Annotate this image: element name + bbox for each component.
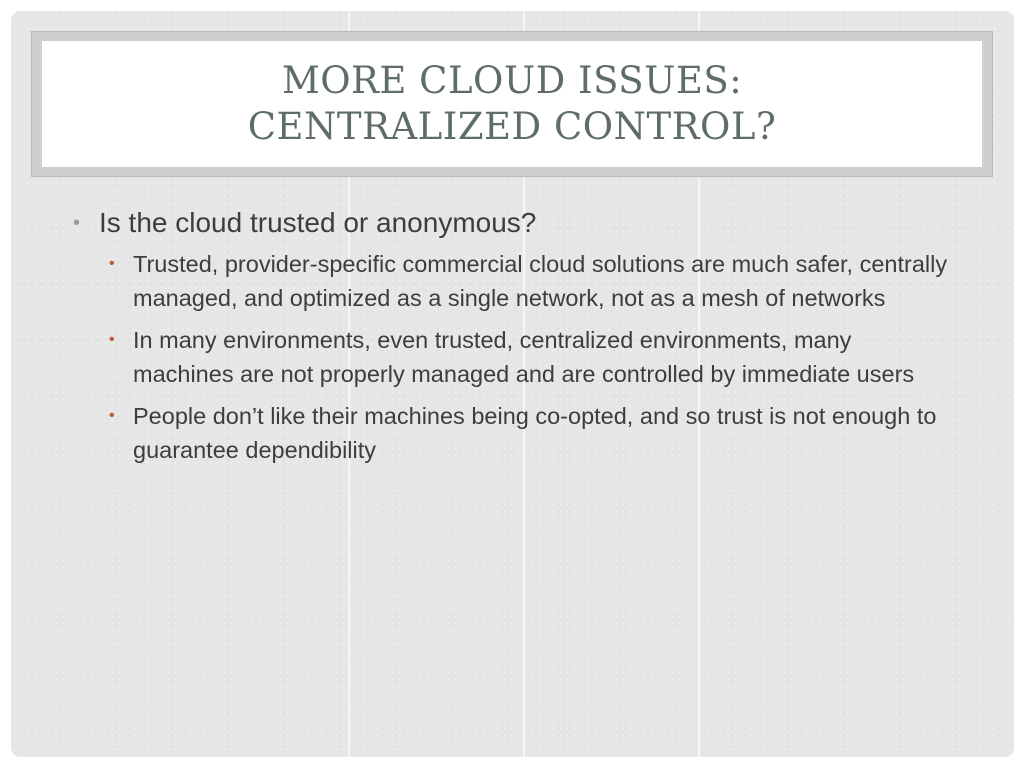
bullet-text: Is the cloud trusted or anonymous? <box>99 207 537 238</box>
title-frame <box>31 31 993 177</box>
bullet-dot-icon: • <box>73 212 81 234</box>
sub-bullet-item <box>107 399 951 467</box>
bullet-item <box>71 203 951 243</box>
title-box <box>42 41 982 167</box>
sub-bullet-dot-icon: • <box>109 331 115 348</box>
slide-content <box>71 203 951 475</box>
slide-title-line-2: CENTRALIZED CONTROL? <box>247 105 777 148</box>
sub-bullet-text: In many environments, even trusted, centralized environments, many machines are not properly managed and are controlled by immediate users <box>133 327 915 387</box>
slide-title-line-1: MORE CLOUD ISSUES: <box>281 59 743 102</box>
sub-bullet-item <box>107 247 951 315</box>
sub-bullet-dot-icon: • <box>109 407 115 424</box>
sub-bullet-item <box>107 323 951 391</box>
sub-bullet-dot-icon: • <box>109 255 115 272</box>
sub-bullet-text: Trusted, provider-specific commercial cloud solutions are much safer, centrally managed, and optimized as a single network, not as a mesh of networks <box>133 251 948 311</box>
slide <box>11 11 1014 757</box>
sub-bullet-text: People don’t like their machines being co-opted, and so trust is not enough to guarantee dependibility <box>133 403 937 463</box>
